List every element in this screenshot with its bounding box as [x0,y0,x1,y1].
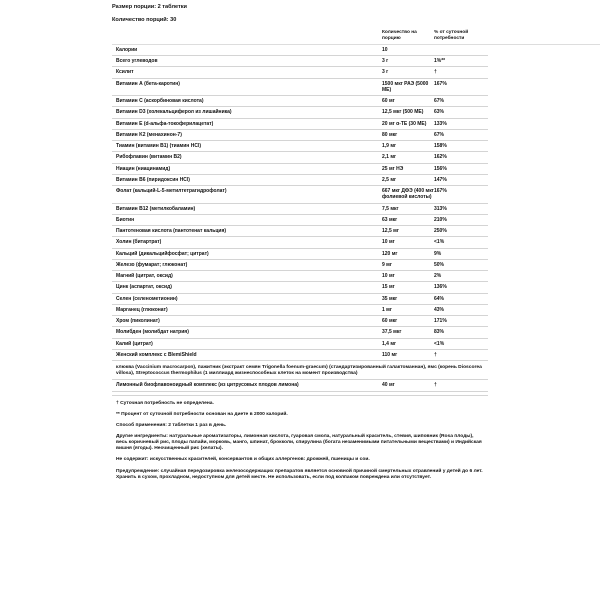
divider [112,395,488,396]
nutrient-dv: 133% [434,120,447,127]
nutrient-amount: 10 мг [382,273,395,280]
table-row [112,45,488,56]
table-row [112,107,488,118]
nutrient-amount: 15 мг [382,284,395,291]
table-row [112,130,488,141]
nutrient-name: Пантотеновая кислота (пантотенат кальция) [116,228,227,235]
footnotes [112,401,486,481]
table-row [112,327,488,338]
nutrient-name: Витамин А (бета-каротин) [116,80,180,87]
nutrient-amount: 10 мг [382,239,395,246]
amount-header: Количество на порцию [382,29,417,41]
nutrient-amount: 1500 мкг РАЭ (5000 МЕ) [382,80,429,93]
nutrient-dv: 136% [434,284,447,291]
nutrient-name: Ксилит [116,69,134,76]
nutrient-amount: 1 мг [382,306,392,313]
nutrient-dv: 2% [434,273,442,280]
footnote: Другие ингредиенты: натуральные ароматизаторы, лимонная кислота, гуаровая смола, натуральный краситель, стевия, шиповник (Rosa плоды), весь коричневый рис, плоды папайи, морковь, манго, шпинат, брокколи, спирулина (богата незаменимыми питательными веществами) и Индийская вишня (ягоды). Неочищенный рис (хелаты). [116,434,482,452]
nutrient-name: Всего углеводов [116,58,158,65]
table-row [112,79,488,97]
nutrient-dv: 9% [434,250,442,257]
nutrient-name: Молибден (молибдат натрия) [116,329,189,336]
nutrient-name: Витамин С (аскорбиновая кислота) [116,98,204,105]
table-row [112,215,488,226]
nutrient-dv: 43% [434,306,445,313]
nutrient-dv: 156% [434,165,447,172]
dv-header: % от суточной потребности [434,29,469,41]
nutrient-name: Витамин D3 (холекальциферол из лишайника) [116,109,232,116]
nutrient-dv: 50% [434,261,445,268]
nutrient-amount: 35 мкг [382,295,398,302]
nutrient-name: Витамин В12 (метилкобаламин) [116,205,196,212]
nutrient-name: Калий (цитрат) [116,340,153,347]
nutrient-dv: 171% [434,318,447,325]
table-header [112,30,600,45]
nutrient-amount: 120 мг [382,250,398,257]
nutrient-dv: 67% [434,98,445,105]
table-row [112,175,488,186]
nutrient-dv: 64% [434,295,445,302]
nutrient-amount: 9 мг [382,261,392,268]
nutrient-amount: 2,5 мг [382,176,397,183]
nutrient-dv: 250% [434,228,447,235]
nutrient-dv: † [434,69,437,76]
table-row [112,316,488,327]
nutrient-dv: <1% [434,239,445,246]
nutrient-name: Хром (пиколинат) [116,318,160,325]
nutrient-dv: 158% [434,143,447,150]
nutrient-name: Марганец (глюконат) [116,306,168,313]
nutrient-dv: 67% [434,131,445,138]
nutrient-amount: 110 мг [382,351,398,358]
nutrient-amount: 25 мг НЭ [382,165,404,172]
table-row [112,380,488,391]
nutrient-amount: 40 мг [382,382,395,389]
nutrient-name: Холин (битартрат) [116,239,162,246]
nutrient-amount: 20 мг α-ТЕ (30 МЕ) [382,120,427,127]
nutrient-amount: 37,5 мкг [382,329,402,336]
footnote: Способ применения: 2 таблетки 1 раз в день. [116,422,227,428]
nutrient-dv: 162% [434,154,447,161]
table-row [112,141,488,152]
nutrient-amount: 60 мг [382,98,395,105]
table-row [112,96,488,107]
nutrient-dv: 83% [434,329,445,336]
table-row [112,294,488,305]
nutrient-name: Селен (селенометионин) [116,295,178,302]
nutrient-dv: 210% [434,216,447,223]
serving-size: Размер порции: 2 таблетки [112,4,187,10]
nutrient-amount: 10 [382,46,388,53]
table-row [112,152,488,163]
nutrient-amount: 667 мкг ДФЭ (400 мкг фолиевой кислоты) [382,188,434,201]
footnote: ** Процент от суточной потребности основан на диете в 2000 калорий. [116,411,288,417]
table-row [112,237,488,248]
complex-note: клюква (Vaccinium macrocarpon), пажитник (экстракт семян Trigonella foenum-graecum) (стандартизированный галактоманнан), ямс (корень Dioscorea villosa), Streptococcus thermophilus (1 миллиард жизнеспособных клеток на момент производства) [116,365,482,377]
nutrient-name: Витамин K2 (менахинон-7) [116,131,182,138]
nutrient-name: Фолат (кальций-L-5-метилтетрагидрофолат) [116,188,227,195]
nutrient-amount: 2,1 мг [382,154,397,161]
nutrient-name: Тиамин (витамин В1) (тиамин HCl) [116,143,201,150]
nutrient-amount: 1,9 мг [382,143,397,150]
table-row [112,119,488,130]
nutrient-dv: † [434,351,437,358]
nutrient-name: Кальций (дикальцийфосфат; цитрат) [116,250,209,257]
nutrient-name: Рибофлавин (витамин В2) [116,154,182,161]
nutrient-name: Витамин Е (d-альфа-токоферилацетат) [116,120,214,127]
nutrient-amount: 60 мкг [382,318,398,325]
servings-per-container: Количество порций: 30 [112,16,177,23]
table-row [112,271,488,282]
nutrient-name: Калории [116,46,138,53]
nutrient-name: Витамин В6 (пиридоксин HCl) [116,176,190,183]
table-row [112,164,488,175]
nutrient-name: Женский комплекс с BlemiShield [116,351,197,358]
nutrient-dv [434,45,484,49]
nutrient-dv: † [434,382,437,389]
table-row [112,339,488,350]
footnote: Не содержит: искусственных красителей, консервантов и общих аллергенов: дрожжей, пшеницы и сои. [116,457,370,463]
nutrient-name: Магний (цитрат, оксид) [116,273,173,280]
nutrient-amount: 1,4 мг [382,340,397,347]
nutrient-amount: 12,5 мкг (500 МЕ) [382,109,424,116]
nutrient-amount: 3 г [382,69,389,76]
nutrient-dv: 63% [434,109,445,116]
table-row [112,56,488,67]
nutrient-name: Цинк (аспартат, оксид) [116,284,172,291]
nutrient-amount: 3 г [382,58,389,65]
table-row [112,226,488,237]
table-row [112,249,488,260]
nutrient-table [112,45,488,361]
nutrient-amount: 12,5 мг [382,228,399,235]
nutrient-dv: 167% [434,80,447,87]
supplement-facts-panel [112,0,600,481]
nutrient-amount: 63 мкг [382,216,398,223]
nutrient-dv: 167% [434,188,447,195]
table-row [112,204,488,215]
nutrient-amount: 80 мкг [382,131,398,138]
nutrient-name: Ниацин (ниацинамид) [116,165,171,172]
table-row [112,260,488,271]
footnote: † Суточная потребность не определена. [116,400,214,406]
nutrient-dv: 313% [434,205,447,212]
footnote: Предупреждение: случайная передозировка железосодержащих препаратов является основной причиной смертельных отравлений у детей до 6 лет. Хранить в сухом, прохладном, недоступном для детей месте. Не использовать, если под колпаком повреждена или отсутствует. [116,468,483,480]
nutrient-name: Биотин [116,216,135,223]
nutrient-dv: 1%** [434,58,446,65]
table-row [112,282,488,293]
table-row [112,67,488,78]
nutrient-name: Железо (фумарат; глюконат) [116,261,188,268]
table-row [112,186,488,204]
nutrient-name: Лимонный биофлавоноидный комплекс (из цитрусовых плодов лимона) [116,382,299,389]
table-row [112,305,488,316]
complex-ingredients [112,361,488,380]
table-row [112,350,488,361]
nutrient-dv: <1% [434,340,445,347]
nutrient-amount: 7,5 мкг [382,205,399,212]
nutrient-dv: 147% [434,176,447,183]
